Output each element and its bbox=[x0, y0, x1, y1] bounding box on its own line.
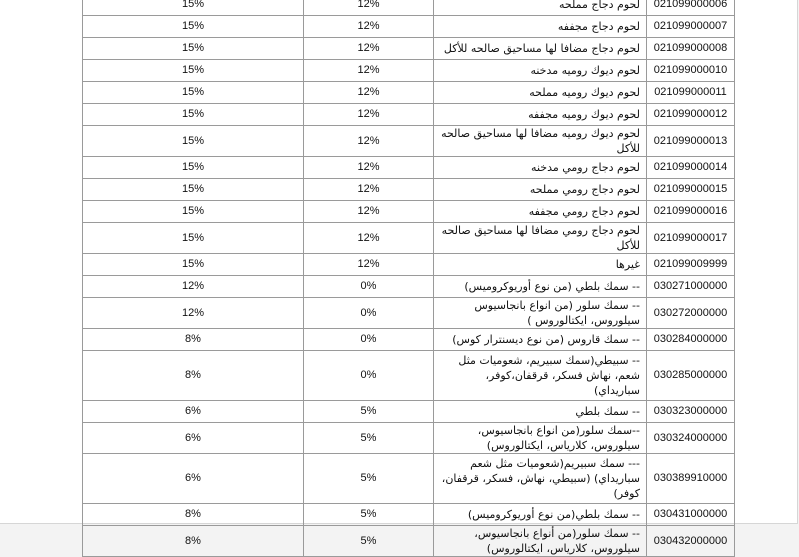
item-description: لحوم دجاج مضافا لها مساحيق صالحه للأكل bbox=[434, 38, 647, 60]
hs-code: 030389910000 bbox=[647, 454, 735, 504]
table-row bbox=[83, 401, 735, 423]
item-description: لحوم دجاج مجففه bbox=[434, 16, 647, 38]
item-description: لحوم دجاج رومي مدخنه bbox=[434, 157, 647, 179]
table-row bbox=[83, 157, 735, 179]
duty-rate: 5% bbox=[304, 504, 434, 526]
tax-rate: 15% bbox=[83, 157, 304, 179]
hs-code: 021099000012 bbox=[647, 104, 735, 126]
item-description: لحوم دجاج رومي مضافا لها مساحيق صالحه للأكل bbox=[434, 223, 647, 254]
duty-rate: 0% bbox=[304, 298, 434, 329]
tax-rate: 15% bbox=[83, 179, 304, 201]
table-row bbox=[83, 454, 735, 504]
item-description: لحوم دجاج رومي مجففه bbox=[434, 201, 647, 223]
duty-rate: 5% bbox=[304, 401, 434, 423]
duty-rate: 12% bbox=[304, 223, 434, 254]
hs-code: 021099000016 bbox=[647, 201, 735, 223]
tax-rate: 15% bbox=[83, 223, 304, 254]
table-row bbox=[83, 104, 735, 126]
tax-rate: 15% bbox=[83, 201, 304, 223]
table-row bbox=[83, 351, 735, 401]
duty-rate: 12% bbox=[304, 82, 434, 104]
table-row bbox=[83, 423, 735, 454]
item-description: -- سبيطي(سمك سبيريم، شعوميات مثل شعم، نهاش فسكر، قرقفان،كوفر، سباريداي) bbox=[434, 351, 647, 401]
duty-rate: 5% bbox=[304, 526, 434, 557]
duty-rate: 12% bbox=[304, 104, 434, 126]
tax-rate: 12% bbox=[83, 276, 304, 298]
tax-rate: 6% bbox=[83, 454, 304, 504]
hs-code: 021099000006 bbox=[647, 0, 735, 16]
table-row bbox=[83, 201, 735, 223]
item-description: لحوم ديوك روميه مضافا لها مساحيق صالحه للأكل bbox=[434, 126, 647, 157]
hs-code: 021099000007 bbox=[647, 16, 735, 38]
item-description: لحوم دجاج رومي مملحه bbox=[434, 179, 647, 201]
table-row bbox=[83, 60, 735, 82]
tax-rate: 6% bbox=[83, 423, 304, 454]
duty-rate: 5% bbox=[304, 454, 434, 504]
table-row bbox=[83, 526, 735, 557]
duty-rate: 0% bbox=[304, 276, 434, 298]
hs-code: 021099000008 bbox=[647, 38, 735, 60]
table-row bbox=[83, 223, 735, 254]
tax-rate: 15% bbox=[83, 38, 304, 60]
item-description: -- سمك بلطي bbox=[434, 401, 647, 423]
duty-rate: 5% bbox=[304, 423, 434, 454]
tax-rate: 15% bbox=[83, 126, 304, 157]
hs-code: 030431000000 bbox=[647, 504, 735, 526]
item-description: لحوم ديوك روميه مدخنه bbox=[434, 60, 647, 82]
hs-code: 021099000011 bbox=[647, 82, 735, 104]
hs-code: 030272000000 bbox=[647, 298, 735, 329]
tax-rate: 15% bbox=[83, 254, 304, 276]
table-row bbox=[83, 329, 735, 351]
table-row bbox=[83, 298, 735, 329]
duty-rate: 12% bbox=[304, 157, 434, 179]
hs-code: 030324000000 bbox=[647, 423, 735, 454]
table-row bbox=[83, 179, 735, 201]
hs-code: 030284000000 bbox=[647, 329, 735, 351]
item-description: -- سمك بلطي(من نوع أوريوكروميس) bbox=[434, 504, 647, 526]
hs-code: 021099000014 bbox=[647, 157, 735, 179]
duty-rate: 12% bbox=[304, 16, 434, 38]
tax-rate: 8% bbox=[83, 526, 304, 557]
item-description: -- سمك سلور(من أنواع بانجاسيوس، سيلوروس، كلارياس، ايكتالوروس) bbox=[434, 526, 647, 557]
duty-rate: 12% bbox=[304, 201, 434, 223]
table-row bbox=[83, 254, 735, 276]
table-row bbox=[83, 276, 735, 298]
tariff-table bbox=[82, 0, 735, 557]
tax-rate: 15% bbox=[83, 0, 304, 16]
item-description: غيرها bbox=[434, 254, 647, 276]
tax-rate: 15% bbox=[83, 104, 304, 126]
tax-rate: 15% bbox=[83, 16, 304, 38]
table-row bbox=[83, 16, 735, 38]
tax-rate: 12% bbox=[83, 298, 304, 329]
tax-rate: 8% bbox=[83, 329, 304, 351]
duty-rate: 12% bbox=[304, 179, 434, 201]
hs-code: 030271000000 bbox=[647, 276, 735, 298]
duty-rate: 0% bbox=[304, 351, 434, 401]
item-description: -- سمك سلور (من انواع بانجاسيوس سيلوروس، ايكتالوروس ) bbox=[434, 298, 647, 329]
duty-rate: 12% bbox=[304, 60, 434, 82]
hs-code: 021099000013 bbox=[647, 126, 735, 157]
hs-code: 030323000000 bbox=[647, 401, 735, 423]
tax-rate: 6% bbox=[83, 401, 304, 423]
table-row bbox=[83, 504, 735, 526]
item-description: -- سمك قاروس (من نوع ديسنترار كوس) bbox=[434, 329, 647, 351]
duty-rate: 12% bbox=[304, 126, 434, 157]
table-row bbox=[83, 82, 735, 104]
table-row bbox=[83, 126, 735, 157]
item-description: --سمك سلور(من انواع بانجاسيوس، سيلوروس، كلارياس، ايكتالوروس) bbox=[434, 423, 647, 454]
item-description: --- سمك سبيريم(شعوميات مثل شعم سباريداي) (سبيطي، نهاش، فسكر، قرقفان، كوفر) bbox=[434, 454, 647, 504]
duty-rate: 12% bbox=[304, 254, 434, 276]
item-description: لحوم ديوك روميه مجففه bbox=[434, 104, 647, 126]
item-description: لحوم ديوك روميه مملحه bbox=[434, 82, 647, 104]
hs-code: 021099000010 bbox=[647, 60, 735, 82]
hs-code: 021099000015 bbox=[647, 179, 735, 201]
hs-code: 030285000000 bbox=[647, 351, 735, 401]
duty-rate: 12% bbox=[304, 38, 434, 60]
tax-rate: 8% bbox=[83, 351, 304, 401]
item-description: لحوم دجاج مملحه bbox=[434, 0, 647, 16]
hs-code: 030432000000 bbox=[647, 526, 735, 557]
hs-code: 021099009999 bbox=[647, 254, 735, 276]
duty-rate: 12% bbox=[304, 0, 434, 16]
tax-rate: 8% bbox=[83, 504, 304, 526]
tax-rate: 15% bbox=[83, 82, 304, 104]
tax-rate: 15% bbox=[83, 60, 304, 82]
item-description: -- سمك بلطي (من نوع أوريوكروميس) bbox=[434, 276, 647, 298]
hs-code: 021099000017 bbox=[647, 223, 735, 254]
duty-rate: 0% bbox=[304, 329, 434, 351]
table-row bbox=[83, 0, 735, 16]
table-row bbox=[83, 38, 735, 60]
